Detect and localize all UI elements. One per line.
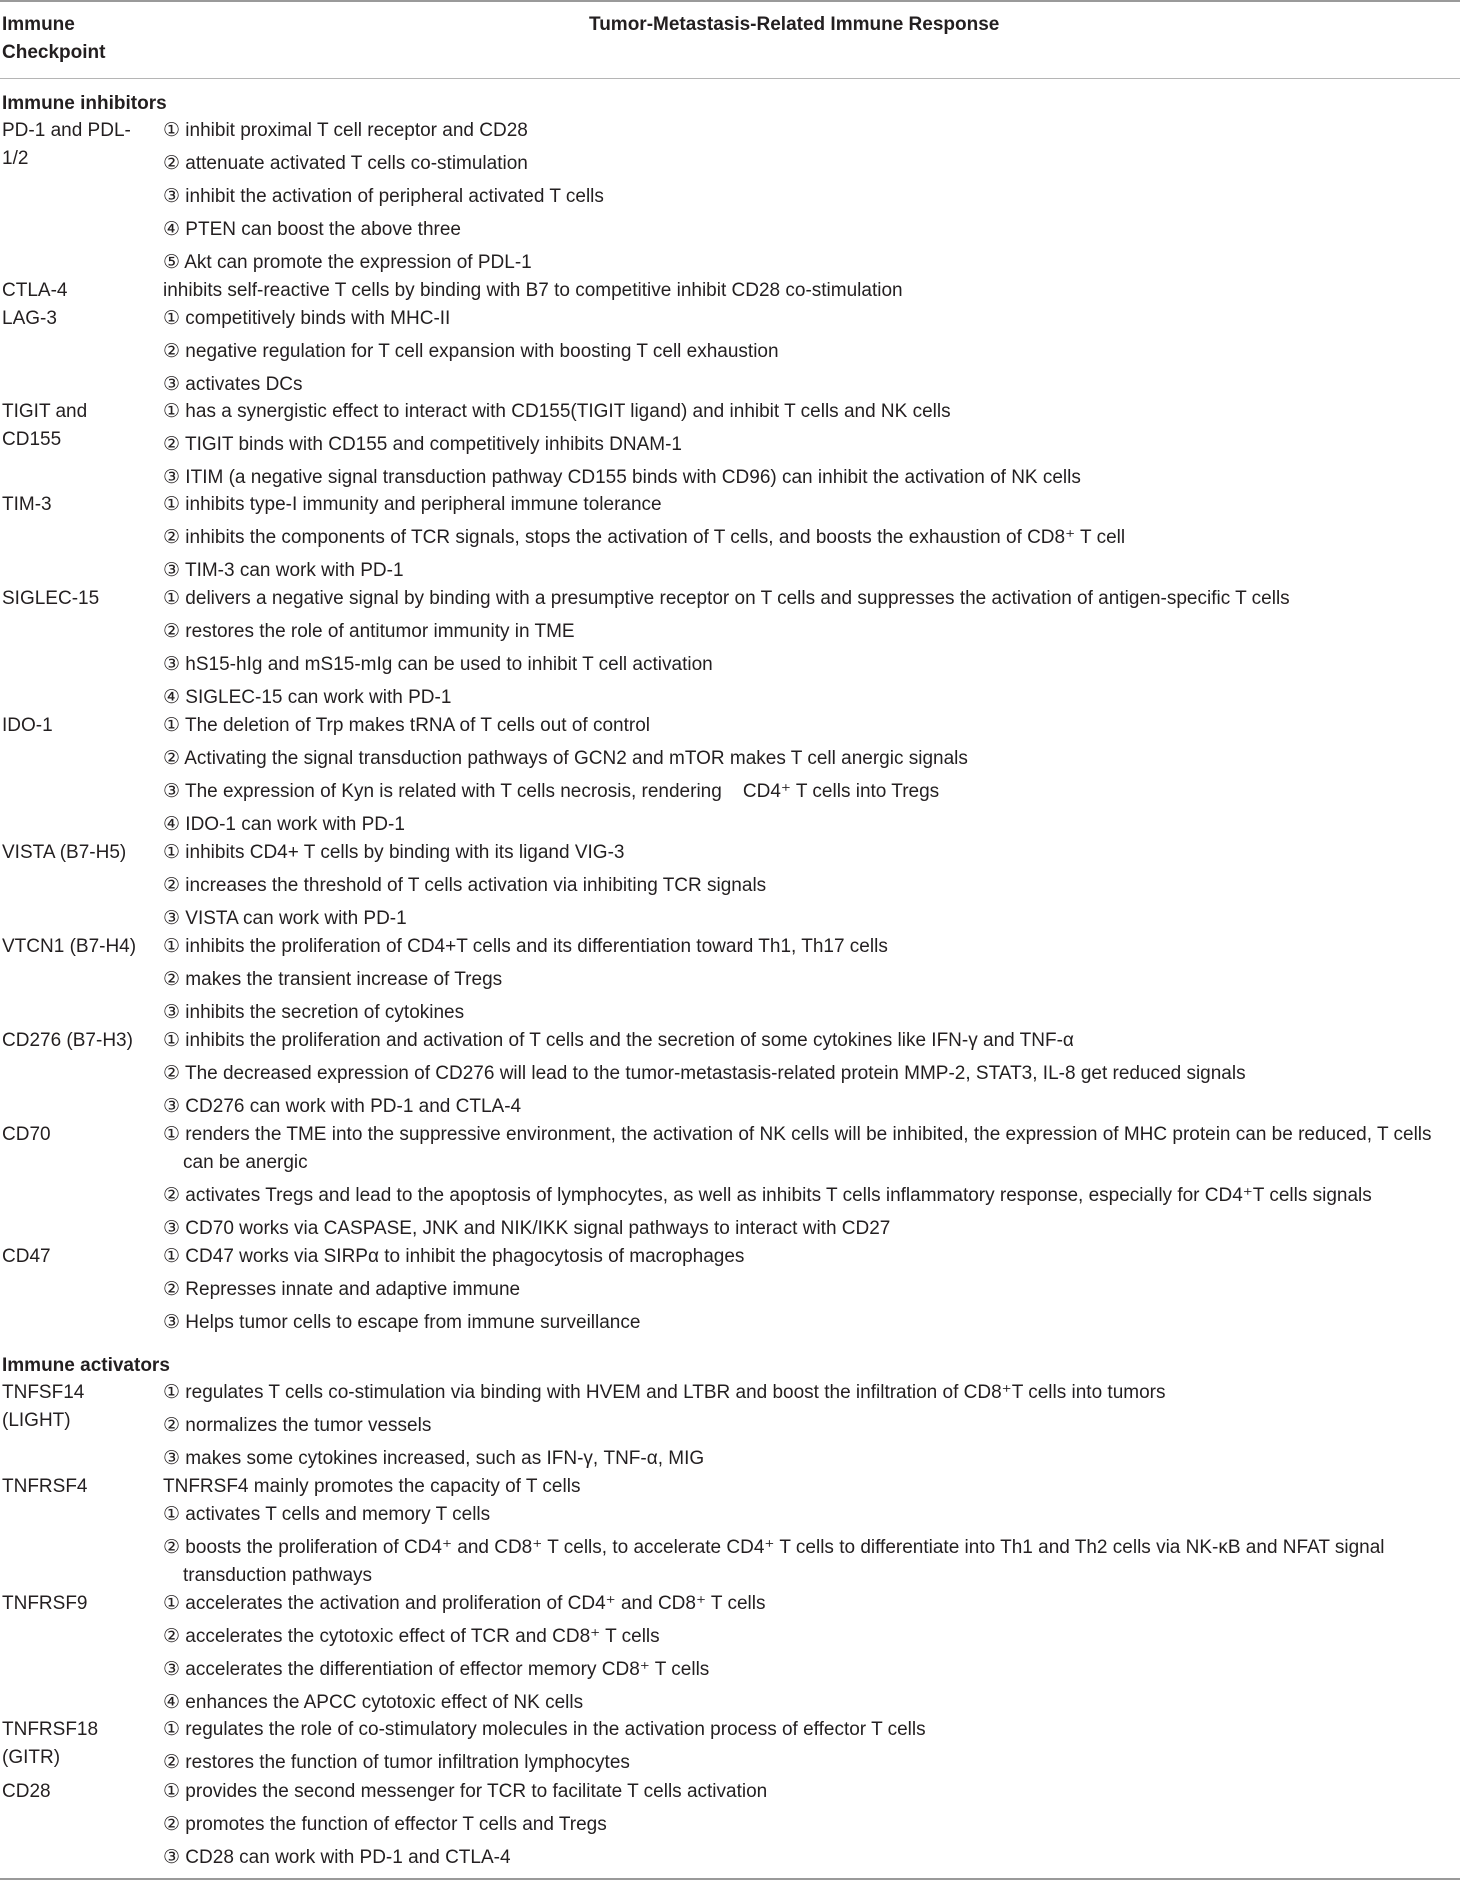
response-item: ① delivers a negative signal by binding with a presumptive receptor on T cells and suppresses the activation of antigen-specific T cells (163, 588, 1290, 609)
response-item: ① The deletion of Trp makes tRNA of T cells out of control (163, 715, 650, 736)
checkpoint-name: CD47 (2, 1246, 51, 1267)
table-bottom-rule (0, 1878, 1460, 1880)
checkpoint-name: TNFRSF18 (2, 1719, 99, 1740)
response-item: ① accelerates the activation and proliferation of CD4⁺ and CD8⁺ T cells (163, 1593, 766, 1614)
response-item: ② TIGIT binds with CD155 and competitively inhibits DNAM-1 (163, 434, 682, 455)
response-item: ② normalizes the tumor vessels (163, 1415, 432, 1436)
checkpoint-name: (LIGHT) (2, 1410, 71, 1431)
checkpoint-name: CD155 (2, 429, 62, 450)
checkpoint-name: (GITR) (2, 1747, 61, 1768)
response-item: ② attenuate activated T cells co-stimulation (163, 153, 528, 174)
checkpoint-name: TNFRSF4 (2, 1476, 88, 1497)
response-item: ② restores the function of tumor infiltration lymphocytes (163, 1752, 630, 1773)
response-item: ② boosts the proliferation of CD4⁺ and CD8⁺ T cells, to accelerate CD4⁺ T cells to differentiate into Th1 and Th2 cells via NK-κB and NFAT signal transduction pathways (163, 1537, 1385, 1586)
response-item: ③ Helps tumor cells to escape from immune surveillance (163, 1312, 641, 1333)
response-item: ③ CD70 works via CASPASE, JNK and NIK/IKK signal pathways to interact with CD27 (163, 1218, 891, 1239)
response-item: ④ SIGLEC-15 can work with PD-1 (163, 687, 452, 708)
section-title-inhibitors: Immune inhibitors (2, 93, 167, 114)
checkpoint-name: PD-1 and PDL- (2, 120, 131, 141)
checkpoint-name: TNFSF14 (2, 1382, 85, 1403)
response-item: ② Represses innate and adaptive immune (163, 1279, 521, 1300)
checkpoint-name: TIGIT and (2, 401, 88, 422)
section-title-activators: Immune activators (2, 1355, 170, 1376)
response-item: ① activates T cells and memory T cells (163, 1504, 491, 1525)
response-item: ① regulates T cells co-stimulation via binding with HVEM and LTBR and boost the infiltration of CD8⁺T cells into tumors (163, 1382, 1166, 1403)
response-item: ③ inhibit the activation of peripheral activated T cells (163, 186, 604, 207)
response-item: ② makes the transient increase of Tregs (163, 969, 503, 990)
response-item: ① renders the TME into the suppressive environment, the activation of NK cells will be inhibited, the expression of MHC protein can be reduced, T cells can be anergic (163, 1124, 1432, 1173)
checkpoint-name: CD70 (2, 1124, 51, 1145)
response-item: ② inhibits the components of TCR signals, stops the activation of T cells, and boosts the exhaustion of CD8⁺ T cell (163, 527, 1126, 548)
response-item: ① CD47 works via SIRPα to inhibit the phagocytosis of macrophages (163, 1246, 745, 1267)
response-item: ② increases the threshold of T cells activation via inhibiting TCR signals (163, 875, 767, 896)
response-item: ③ CD28 can work with PD-1 and CTLA-4 (163, 1847, 511, 1868)
response-item: ④ IDO-1 can work with PD-1 (163, 814, 405, 835)
response-item: ③ inhibits the secretion of cytokines (163, 1002, 465, 1023)
checkpoint-name: CD28 (2, 1781, 51, 1802)
checkpoint-name: TNFRSF9 (2, 1593, 88, 1614)
response-item: ① inhibits the proliferation of CD4+T cells and its differentiation toward Th1, Th17 cells (163, 936, 888, 957)
header-col1-line2: Checkpoint (2, 42, 106, 63)
response-item: ③ hS15-hIg and mS15-mIg can be used to inhibit T cell activation (163, 654, 713, 675)
response-item: ③ The expression of Kyn is related with T cells necrosis, rendering CD4⁺ T cells into Tregs (163, 781, 940, 802)
table-header-rule (0, 78, 1460, 79)
checkpoint-name: SIGLEC-15 (2, 588, 100, 609)
response-item: ② accelerates the cytotoxic effect of TCR and CD8⁺ T cells (163, 1626, 660, 1647)
response-item: ③ ITIM (a negative signal transduction pathway CD155 binds with CD96) can inhibit the activation of NK cells (163, 467, 1081, 488)
response-item: TNFRSF4 mainly promotes the capacity of T cells (163, 1476, 581, 1497)
header-col2: Tumor-Metastasis-Related Immune Response (589, 14, 1000, 35)
response-item: ⑤ Akt can promote the expression of PDL-1 (163, 252, 532, 273)
response-item: ② The decreased expression of CD276 will lead to the tumor-metastasis-related protein MMP-2, STAT3, IL-8 get reduced signals (163, 1063, 1246, 1084)
response-item: ③ TIM-3 can work with PD-1 (163, 560, 404, 581)
response-item: ② restores the role of antitumor immunity in TME (163, 621, 575, 642)
checkpoint-name: VTCN1 (B7-H4) (2, 936, 137, 957)
checkpoint-name: LAG-3 (2, 308, 57, 329)
response-item: ③ VISTA can work with PD-1 (163, 908, 407, 929)
response-item: ① regulates the role of co-stimulatory molecules in the activation process of effector T cells (163, 1719, 926, 1740)
response-item: ① has a synergistic effect to interact with CD155(TIGIT ligand) and inhibit T cells and NK cells (163, 401, 951, 422)
response-item: ③ activates DCs (163, 374, 303, 395)
response-item: ② Activating the signal transduction pathways of GCN2 and mTOR makes T cell anergic signals (163, 748, 968, 769)
checkpoint-name: IDO-1 (2, 715, 53, 736)
response-item: ① inhibits type-I immunity and peripheral immune tolerance (163, 494, 662, 515)
checkpoint-name: VISTA (B7-H5) (2, 842, 127, 863)
response-item: ② activates Tregs and lead to the apoptosis of lymphocytes, as well as inhibits T cells inflammatory response, especially for CD4⁺T cells signals (163, 1185, 1372, 1206)
response-item: ② promotes the function of effector T cells and Tregs (163, 1814, 607, 1835)
response-item: ② negative regulation for T cell expansion with boosting T cell exhaustion (163, 341, 779, 362)
response-item: ① inhibits the proliferation and activation of T cells and the secretion of some cytokines like IFN-γ and TNF-α (163, 1030, 1074, 1051)
checkpoint-name: CD276 (B7-H3) (2, 1030, 133, 1051)
response-item: inhibits self-reactive T cells by binding with B7 to competitive inhibit CD28 co-stimulation (163, 280, 903, 301)
response-item: ③ accelerates the differentiation of effector memory CD8⁺ T cells (163, 1659, 710, 1680)
response-item: ① provides the second messenger for TCR to facilitate T cells activation (163, 1781, 768, 1802)
header-col1-line1: Immune (2, 14, 75, 35)
response-item: ③ makes some cytokines increased, such as IFN-γ, TNF-α, MIG (163, 1448, 705, 1469)
response-item: ① inhibits CD4+ T cells by binding with its ligand VIG-3 (163, 842, 625, 863)
checkpoint-name: 1/2 (2, 148, 29, 169)
response-item: ① inhibit proximal T cell receptor and CD28 (163, 120, 528, 141)
response-item: ① competitively binds with MHC-II (163, 308, 451, 329)
response-item: ④ enhances the APCC cytotoxic effect of NK cells (163, 1692, 584, 1713)
checkpoint-name: TIM-3 (2, 494, 52, 515)
checkpoint-name: CTLA-4 (2, 280, 68, 301)
response-item: ④ PTEN can boost the above three (163, 219, 461, 240)
table-top-rule (0, 0, 1460, 2)
response-item: ③ CD276 can work with PD-1 and CTLA-4 (163, 1096, 522, 1117)
